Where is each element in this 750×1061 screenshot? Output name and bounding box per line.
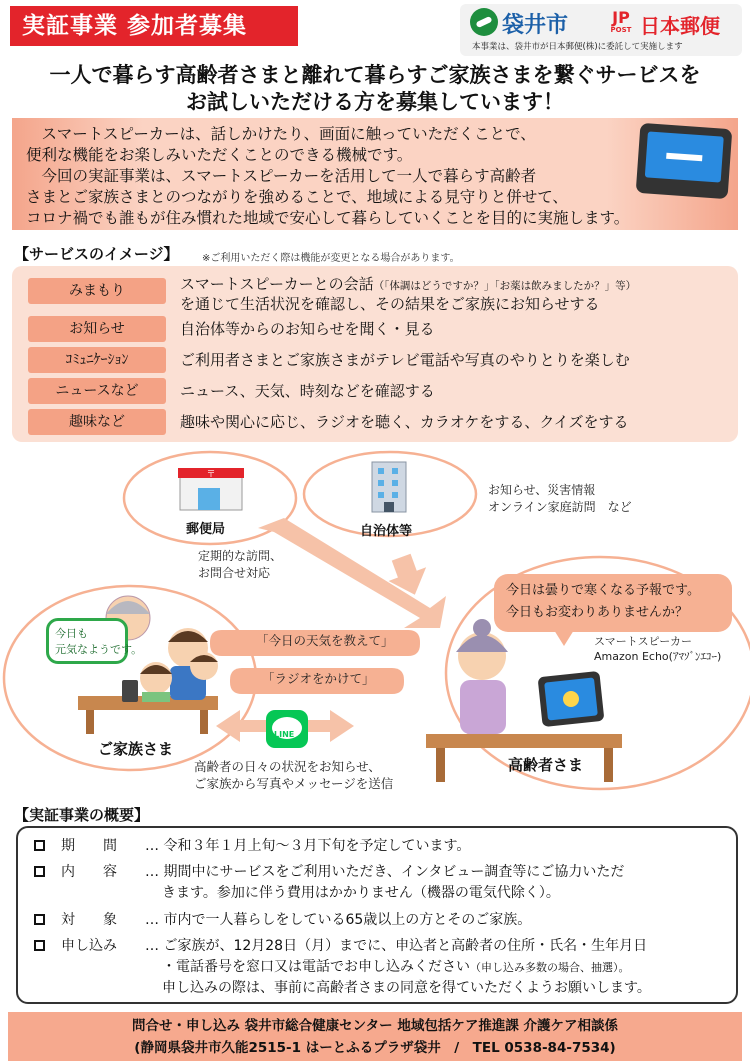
intro-line: スマートスピーカーは、話しかけたり、画面に触っていただくことで、 [26,125,536,143]
service-desc-notices: 自治体等からのお知らせを聞く・見る [180,320,435,338]
intro-line: さまとご家族さまとのつながりを強めることで、地域による見守りと併せて、 [26,188,568,206]
post-office-building-icon [178,468,244,510]
contact-line-1: 問合せ・申し込み 袋井市総合健康センター 地域包括ケア推進課 介護ケア相談係 [131,1018,619,1034]
contact-footer [8,1012,742,1061]
fukuroi-city-name: 袋井市 [502,13,569,38]
request-weather: 「今日の天気を教えて」 [256,633,394,648]
elderly-label: 高齢者さま [508,756,584,774]
headline-line-1: 一人で暮らす高齢者さまと離れて暮らすご家族さまを繋ぐサービスを [49,63,701,87]
family-status-bubble: 今日も 元気なようです。 [46,618,128,664]
municipality-label: 自治体等 [360,524,413,539]
svg-text:〒: 〒 [206,470,216,480]
overview-content-cont: きます。参加に伴う費用はかかりません（機器の電気代除く）。 [162,885,560,901]
checkbox-icon [34,866,45,877]
overview-application-cont-2: 申し込みの際は、事前に高齢者さまの同意を得ていただくようお願いします。 [162,980,651,996]
post-office-note: 定期的な訪問、 お問合せ対応 [198,549,283,580]
post-office-label: 郵便局 [186,522,226,537]
family-note: 高齢者の日々の状況をお知らせ、 ご家族から写真やメッセージを送信 [194,759,394,791]
intro-panel [12,118,738,230]
request-radio: 「ラジオをかけて」 [262,671,375,686]
sponsor-logos [460,4,742,56]
fukuroi-city-logo-icon [470,8,498,36]
overview-row-target: 対 象 … 市内で一人暮らしをしている65歳以上の方とそのご家族。 [34,910,531,931]
service-desc-mimamori: スマートスピーカーとの会話（「体調はどうですか？」「お薬は飲みましたか？」等） [180,275,637,293]
overview-row-content: 内 容 … 期間中にサービスをご利用いただき、インタビュー調査等にご協力いただ [34,862,624,883]
headline-line-2: お試しいただける方を募集しています！ [186,90,564,114]
overview-panel [16,826,738,1004]
service-diagram [0,448,750,800]
intro-line: 今回の実証事業は、スマートスピーカーを活用して一人で暮らす高齢者 [26,167,537,185]
service-tag-news: ニュースなど [28,378,166,404]
page-headline [0,62,750,116]
contact-line-2: (静岡県袋井市久能2515-1 はーとふるプラザ袋井 / TEL 0538-84-7534) [134,1040,616,1056]
services-note: ※ご利用いただく際は機能が変更となる場合があります。 [202,253,460,264]
intro-line: 便利な機能をお楽しみいただくことのできる機械です。 [26,146,413,164]
recruitment-badge: 実証事業 参加者募集 [10,6,298,46]
service-desc-hobbies: 趣味や関心に応じ、ラジオを聴く、カラオケをする、クイズをする [180,413,629,431]
overview-application-cont: ・電話番号を窓口又は電話でお申し込みください（申し込み多数の場合、抽選）。 [162,959,630,975]
service-desc-mimamori-2: を通じて生活状況を確認し、その結果をご家族にお知らせする [180,295,600,313]
speaker-message-bubble: 今日は曇りで寒くなる予報です。 今日もお変わりありませんか？ [494,574,732,632]
intro-line: コロナ禍でも誰もが住み慣れた地域で安心して暮らしていくことを目的に実施します。 [26,209,630,227]
commission-note: 本事業は、袋井市が日本郵便(株)に委託して実施します [472,42,683,52]
service-tag-mimamori: みまもり [28,278,166,304]
service-tag-communication: ｺﾐｭﾆｹｰｼｮﾝ [28,347,166,373]
municipality-note: お知らせ、災害情報 オンライン家庭訪問 など [488,483,632,514]
japan-post-logo-icon: JP POST [610,8,632,34]
japan-post-name: 日本郵便 [640,14,720,38]
services-panel [12,266,738,442]
services-heading: 【サービスのイメージ】 [14,245,179,263]
smart-speaker-label: スマートスピーカー Amazon Echo(ｱﾏｿﾞﾝｴｺｰ) [594,635,722,663]
checkbox-icon [34,840,45,851]
family-label: ご家族さま [98,740,174,758]
service-tag-hobbies: 趣味など [28,409,166,435]
overview-row-application: 申し込み … ご家族が、12月28日（月）までに、申込者と高齢者の住所・氏名・生年月日 [34,936,647,957]
service-desc-news: ニュース、天気、時刻などを確認する [180,382,435,400]
smart-speaker-illustration [636,123,733,199]
line-logo-text: LINE [274,730,295,739]
checkbox-icon [34,940,45,951]
overview-heading: 【実証事業の概要】 [14,806,150,824]
checkbox-icon [34,914,45,925]
page-header [0,0,750,58]
service-desc-communication: ご利用者さまとご家族さまがテレビ電話や写真のやりとりを楽しむ [180,351,630,369]
service-tag-notices: お知らせ [28,316,166,342]
overview-row-period: 期 間 … 令和３年１月上旬～３月下旬を予定しています。 [34,836,470,857]
municipal-building-icon [372,462,406,512]
